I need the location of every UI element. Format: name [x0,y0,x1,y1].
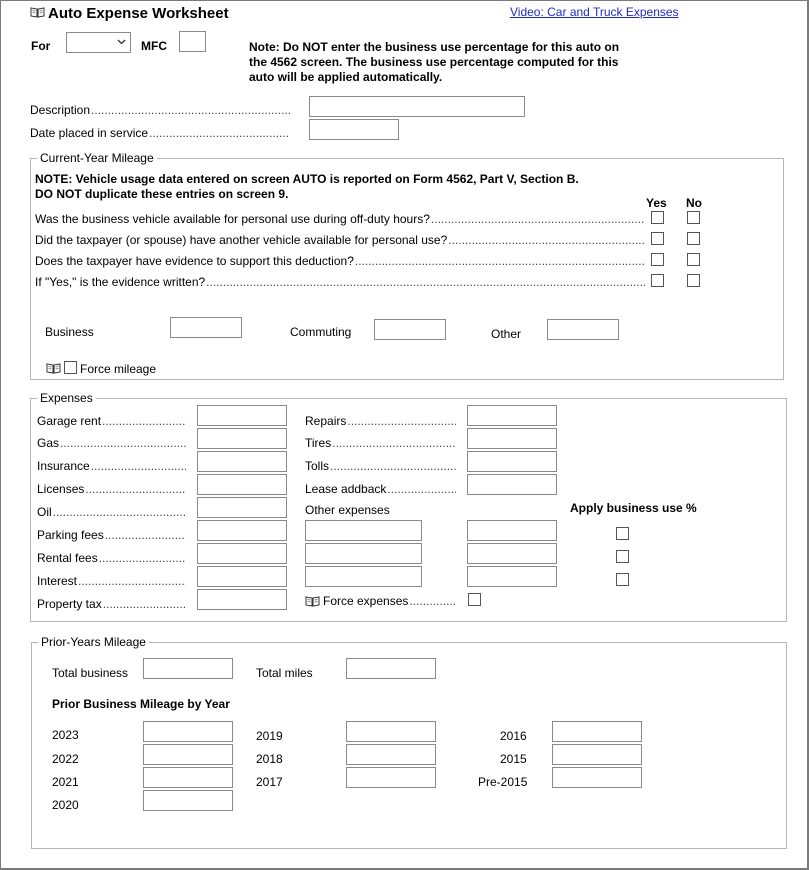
expense-label-tires: Tires ..... [305,436,456,450]
other-expense-description-1[interactable] [305,520,422,541]
question-row: Was the business vehicle available for personal use during off-duty hours? ..... [35,212,645,226]
no-checkbox-written[interactable] [687,274,700,287]
expense-label-tolls: Tolls ..... [305,459,456,473]
mileage-input-2023[interactable] [143,721,233,742]
question-row: Did the taxpayer (or spouse) have another vehicle available for personal use? ..... [35,233,645,247]
mileage-input-2021[interactable] [143,767,233,788]
for-label: For [31,39,51,53]
expenses-legend: Expenses [40,391,93,405]
mileage-input-pre-2015[interactable] [552,767,642,788]
business-label: Business [45,325,94,339]
no-checkbox-offduty[interactable] [687,211,700,224]
property-tax-input[interactable] [197,589,287,610]
lease-addback-input[interactable] [467,474,557,495]
prior-years-mileage-legend: Prior-Years Mileage [41,635,146,649]
other-expense-amount-2[interactable] [467,543,557,564]
apply-business-use-checkbox-2[interactable] [616,550,629,563]
current-year-mileage-legend: Current-Year Mileage [40,151,154,165]
year-label-2020: 2020 [52,798,79,812]
expense-label-lease-addback: Lease addback ..... [305,482,456,496]
other-expense-amount-3[interactable] [467,566,557,587]
mileage-input-2019[interactable] [346,721,436,742]
interest-input[interactable] [197,566,287,587]
gas-input[interactable] [197,428,287,449]
other-expense-description-3[interactable] [305,566,422,587]
page-title: Auto Expense Worksheet [48,5,229,22]
mileage-input-2018[interactable] [346,744,436,765]
year-label-2022: 2022 [52,752,79,766]
mileage-input-2020[interactable] [143,790,233,811]
commuting-label: Commuting [290,325,352,339]
other-mileage-input[interactable] [547,319,619,340]
video-link[interactable]: Video: Car and Truck Expenses [510,5,679,19]
oil-input[interactable] [197,497,287,518]
expense-label-oil: Oil ..... [37,505,186,519]
year-label-2023: 2023 [52,728,79,742]
question-row: Does the taxpayer have evidence to support this deduction? ..... [35,254,645,268]
total-business-label: Total business [52,666,129,680]
other-label: Other [491,327,522,341]
expense-label-interest: Interest ..... [37,574,186,588]
year-label-2021: 2021 [52,775,79,789]
expense-label-garage-rent: Garage rent ..... [37,414,186,428]
no-checkbox-another-vehicle[interactable] [687,232,700,245]
mfc-label: MFC [141,39,167,53]
business-mileage-input[interactable] [170,317,242,338]
other-expense-amount-1[interactable] [467,520,557,541]
no-checkbox-evidence[interactable] [687,253,700,266]
expense-label-licenses: Licenses ..... [37,482,186,496]
expense-label-insurance: Insurance ..... [37,459,186,473]
mfc-input[interactable] [179,31,206,52]
expense-label-repairs: Repairs ..... [305,414,456,428]
yes-checkbox-another-vehicle[interactable] [651,232,664,245]
apply-business-use-label: Apply business use % [570,501,697,515]
yes-checkbox-offduty[interactable] [651,211,664,224]
book-icon[interactable] [46,362,61,374]
other-expense-description-2[interactable] [305,543,422,564]
date-placed-label: Date placed in service ..... [30,126,290,140]
prior-mileage-by-year-title: Prior Business Mileage by Year [52,697,230,711]
other-expenses-label: Other expenses [305,503,390,517]
force-expenses-checkbox[interactable] [468,593,481,606]
mileage-input-2015[interactable] [552,744,642,765]
repairs-input[interactable] [467,405,557,426]
apply-business-use-checkbox-3[interactable] [616,573,629,586]
description-input[interactable] [309,96,525,117]
chevron-down-icon [117,39,126,45]
date-placed-input[interactable] [309,119,399,140]
total-miles-label: Total miles [256,666,313,680]
for-select[interactable] [66,32,131,53]
book-icon[interactable] [305,595,320,607]
expense-label-parking-fees: Parking fees ..... [37,528,186,542]
book-icon[interactable] [30,6,45,18]
current-note-line1: NOTE: Vehicle usage data entered on screen AUTO is reported on Form 4562, Part V, Section B. [35,172,579,186]
yes-header: Yes [646,196,667,210]
total-business-input[interactable] [143,658,233,679]
total-miles-input[interactable] [346,658,436,679]
force-mileage-checkbox[interactable] [64,361,77,374]
yes-checkbox-evidence[interactable] [651,253,664,266]
insurance-input[interactable] [197,451,287,472]
commuting-mileage-input[interactable] [374,319,446,340]
current-note-line2: DO NOT duplicate these entries on screen 9. [35,187,289,201]
tolls-input[interactable] [467,451,557,472]
year-label-2015: 2015 [500,752,527,766]
tires-input[interactable] [467,428,557,449]
expense-label-gas: Gas ..... [37,436,186,450]
yes-checkbox-written[interactable] [651,274,664,287]
mileage-input-2017[interactable] [346,767,436,788]
description-label: Description ..... [30,103,292,117]
year-label-2017: 2017 [256,775,283,789]
no-header: No [686,196,702,210]
force-mileage-label: Force mileage [80,362,157,376]
business-use-note: Note: Do NOT enter the business use percentage for this auto on the 4562 screen. The business use percentage computed for this auto will be applied automatically. [249,40,620,84]
force-expenses-label: Force expenses ..... [323,594,457,608]
question-row: If "Yes," is the evidence written? ..... [35,275,645,289]
mileage-input-2016[interactable] [552,721,642,742]
year-label-2019: 2019 [256,729,283,743]
year-label-pre-2015: Pre-2015 [478,775,528,789]
parking-fees-input[interactable] [197,520,287,541]
expense-label-rental-fees: Rental fees ..... [37,551,186,565]
licenses-input[interactable] [197,474,287,495]
year-label-2016: 2016 [500,729,527,743]
mileage-input-2022[interactable] [143,744,233,765]
garage-rent-input[interactable] [197,405,287,426]
apply-business-use-checkbox-1[interactable] [616,527,629,540]
expense-label-property-tax: Property tax ..... [37,597,186,611]
year-label-2018: 2018 [256,752,283,766]
rental-fees-input[interactable] [197,543,287,564]
